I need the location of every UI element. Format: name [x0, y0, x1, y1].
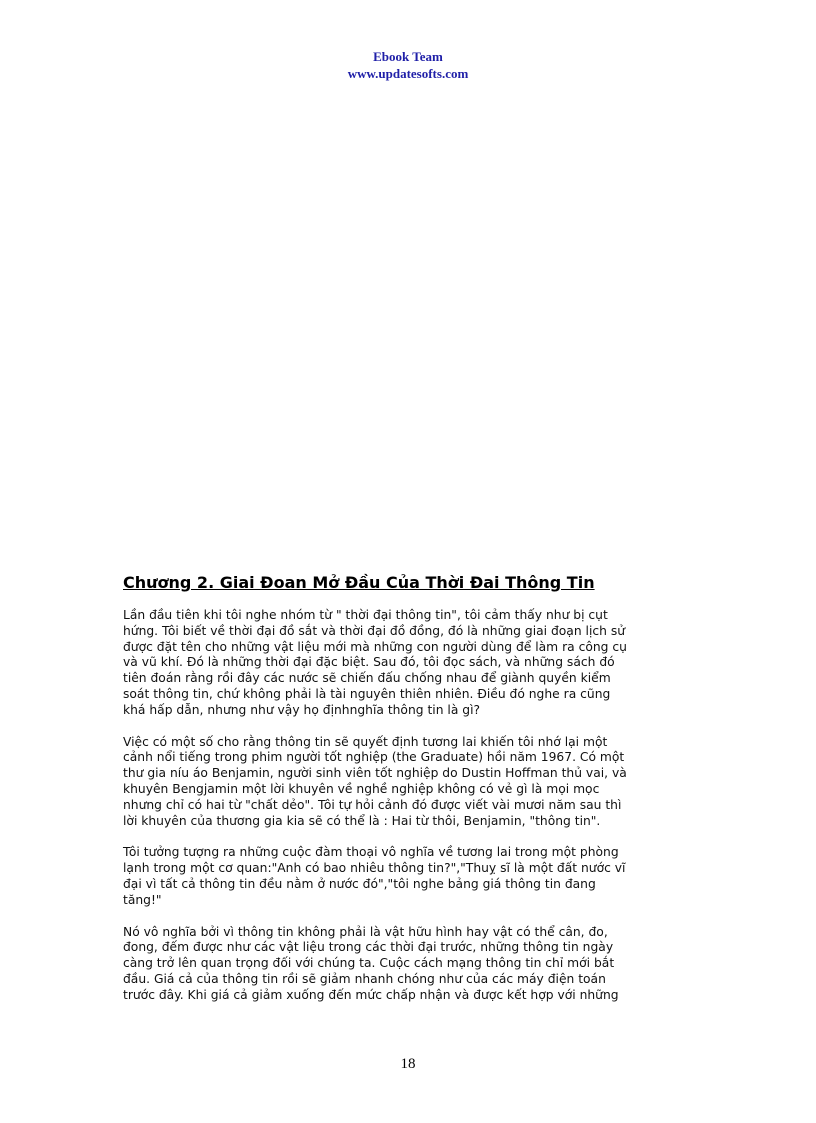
text-line: và vũ khí. Đó là những thời đại đặc biệt. Sau đó, tôi đọc sách, và những sách đó [123, 655, 615, 670]
page-number: 18 [400, 1056, 416, 1072]
chapter-body [123, 608, 703, 1020]
text-line: cảnh nổi tiếng trong phim người tốt nghiệp (the Graduate) hồi năm 1967. Có một [123, 750, 625, 765]
text-line: soát thông tin, chứ không phải là tài nguyên thiên nhiên. Điều đó nghe ra cũng [123, 686, 611, 701]
text-line: nhưng chỉ có hai từ "chất dẻo". Tôi tự hỏi cảnh đó được viết vài mươi năm sau thì [123, 797, 622, 812]
paragraph-4 [123, 925, 703, 1004]
text-line: đong, đếm được như các vật liệu trong các thời đại trước, những thông tin ngày [123, 940, 614, 955]
text-line: hứng. Tôi biết về thời đại đồ sắt và thời đại đồ đồng, đó là những giai đoạn lịch sử [123, 623, 626, 638]
text-line: lời khuyên của thương gia kia sẽ có thể là : Hai từ thôi, Benjamin, "thông tin". [123, 813, 601, 828]
text-line: khuyên Bengjamin một lời khuyên về nghề nghiệp không có vẻ gì là mọi mọc [123, 781, 600, 796]
text-line: đại vì tất cả thông tin đều nằm ở nước đó","tôi nghe bảng giá thông tin đang [123, 876, 596, 891]
chapter-title: Chương 2. Giai Đoan Mở Đầu Của Thời Đai Thông Tin [123, 573, 595, 592]
text-line: Nó vô nghĩa bởi vì thông tin không phải là vật hữu hình hay vật có thể cân, đo, [123, 924, 608, 939]
text-line: Tôi tưởng tượng ra những cuộc đàm thoại vô nghĩa về tương lai trong một phòng [123, 845, 619, 860]
text-line: tiên đoán rằng rồi đây các nước sẽ chiến đấu chống nhau để giành quyền kiểm [123, 671, 611, 686]
text-line: càng trở lên quan trọng đối với chúng ta. Cuộc cách mạng thông tin chỉ mới bắt [123, 956, 615, 971]
header-website: www.updatesofts.com [347, 66, 469, 81]
text-line: khá hấp dẫn, nhưng như vậy họ địnhnghĩa thông tin là gì? [123, 702, 481, 717]
text-line: Việc có một số cho rằng thông tin sẽ quyết định tương lai khiến tôi nhớ lại một [123, 734, 608, 749]
text-line: lạnh trong một cơ quan:"Anh có bao nhiêu thông tin?","Thuỵ sĩ là một đất nước vĩ [123, 861, 626, 876]
text-line: đầu. Giá cả của thông tin rồi sẽ giảm nhanh chóng như của các máy điện toán [123, 971, 606, 986]
paragraph-1 [123, 608, 703, 719]
text-line: được đặt tên cho những vật liệu mới mà những con người dùng để làm ra công cụ [123, 639, 627, 654]
page-header [0, 48, 816, 82]
header-team-name: Ebook Team [373, 49, 443, 64]
paragraph-3 [123, 845, 703, 908]
text-line: thư gia níu áo Benjamin, người sinh viên tốt nghiệp do Dustin Hoffman thủ vai, và [123, 766, 627, 781]
paragraph-2 [123, 735, 703, 830]
text-line: Lần đầu tiên khi tôi nghe nhóm từ " thời đại thông tin", tôi cảm thấy như bị cụt [123, 608, 608, 622]
text-line: tăng!" [123, 892, 162, 907]
text-line: trước đây. Khi giá cả giảm xuống đến mức chấp nhận và được kết hợp với những [123, 987, 619, 1002]
